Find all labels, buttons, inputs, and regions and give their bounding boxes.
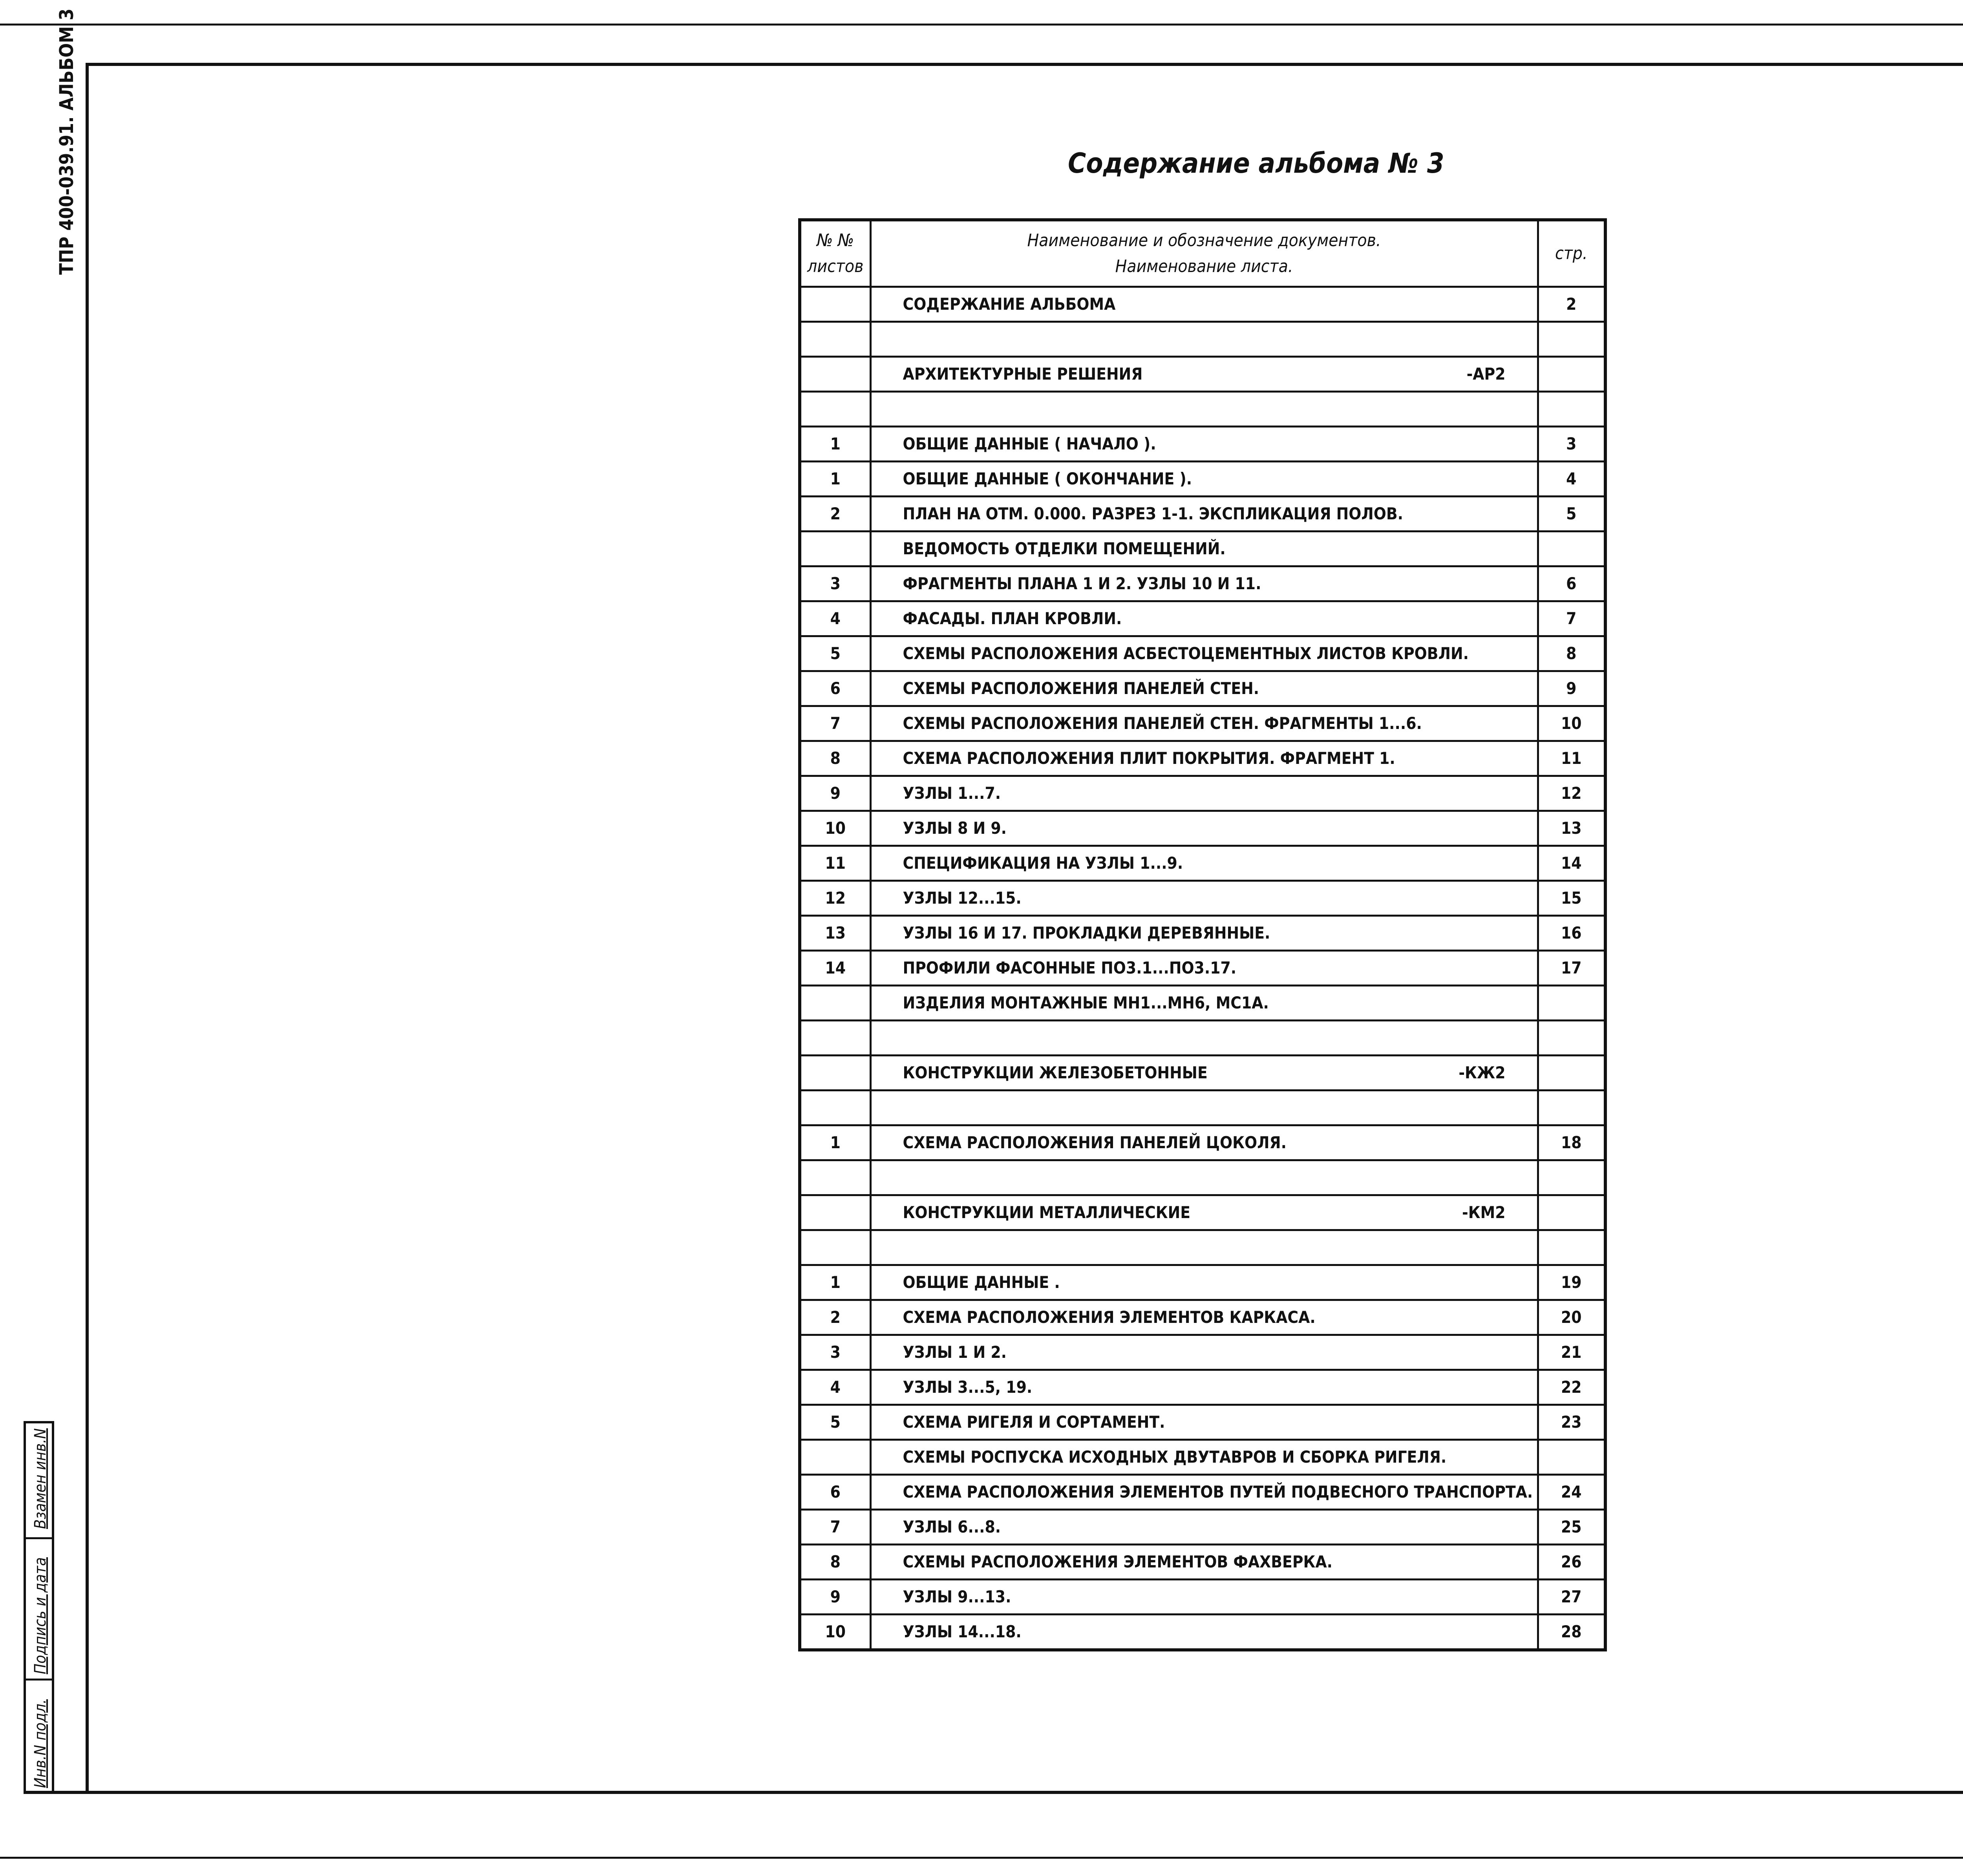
side-label: ТПР 400-039.91. АЛЬБОМ 3	[56, 8, 78, 275]
row-page: 24	[1538, 1474, 1605, 1509]
row-sheet-number: 10	[800, 1614, 870, 1650]
table-row	[800, 985, 1605, 1020]
row-sheet-number: 11	[800, 846, 870, 880]
row-name-text: СХЕМЫ РАСПОЛОЖЕНИЯ ЭЛЕМЕНТОВ ФАХВЕРКА.	[903, 1552, 1333, 1571]
table-row	[800, 1090, 1605, 1125]
table-row	[800, 1614, 1605, 1650]
row-page	[1538, 1439, 1605, 1474]
table-row	[800, 741, 1605, 776]
row-page: 11	[1538, 741, 1605, 776]
row-sheet-number: 10	[800, 811, 870, 846]
table-row	[800, 1579, 1605, 1614]
row-sheet-number: 1	[800, 1265, 870, 1300]
row-section-code: -КМ2	[1462, 1203, 1506, 1222]
row-page: 7	[1538, 601, 1605, 636]
row-sheet-number: 7	[800, 1509, 870, 1544]
row-page	[1538, 1160, 1605, 1195]
table-row	[800, 1335, 1605, 1370]
row-document-name	[870, 461, 1538, 496]
row-sheet-number: 12	[800, 880, 870, 915]
frame-left	[86, 63, 89, 1794]
table-row	[800, 671, 1605, 706]
row-page: 22	[1538, 1370, 1605, 1405]
row-name-text: ОБЩИЕ ДАННЫЕ .	[903, 1273, 1060, 1292]
row-name-text: СХЕМА РАСПОЛОЖЕНИЯ ЭЛЕМЕНТОВ ПУТЕЙ ПОДВЕСНОГО ТРАНСПОРТА.	[903, 1482, 1533, 1502]
row-section-code: -АР2	[1466, 364, 1506, 384]
row-page: 20	[1538, 1300, 1605, 1335]
row-page	[1538, 1090, 1605, 1125]
row-document-name	[870, 985, 1538, 1020]
row-document-name	[870, 391, 1538, 426]
row-sheet-number	[800, 1160, 870, 1195]
table-row	[800, 356, 1605, 391]
row-document-name	[870, 880, 1538, 915]
row-page	[1538, 985, 1605, 1020]
table-row	[800, 531, 1605, 566]
row-document-name	[870, 287, 1538, 321]
row-page: 14	[1538, 846, 1605, 880]
row-sheet-number: 6	[800, 1474, 870, 1509]
row-document-name	[870, 706, 1538, 741]
row-page: 25	[1538, 1509, 1605, 1544]
table-row	[800, 811, 1605, 846]
table-row	[800, 1370, 1605, 1405]
row-sheet-number	[800, 1439, 870, 1474]
row-page: 2	[1538, 287, 1605, 321]
row-name-text: АРХИТЕКТУРНЫЕ РЕШЕНИЯ	[903, 364, 1143, 384]
row-name-text: ПРОФИЛИ ФАСОННЫЕ ПО3.1...ПО3.17.	[903, 958, 1237, 977]
row-sheet-number	[800, 1055, 870, 1090]
table-row	[800, 1055, 1605, 1090]
row-document-name	[870, 1230, 1538, 1265]
row-sheet-number	[800, 391, 870, 426]
row-name-text: СХЕМЫ РОСПУСКА ИСХОДНЫХ ДВУТАВРОВ И СБОРКА РИГЕЛЯ.	[903, 1447, 1447, 1467]
row-document-name	[870, 1544, 1538, 1579]
row-name-text: СХЕМА РАСПОЛОЖЕНИЯ ПАНЕЛЕЙ ЦОКОЛЯ.	[903, 1133, 1287, 1152]
row-document-name	[870, 426, 1538, 461]
table-row	[800, 461, 1605, 496]
row-document-name	[870, 566, 1538, 601]
row-name-text: УЗЛЫ 6...8.	[903, 1517, 1001, 1536]
row-page	[1538, 1020, 1605, 1055]
row-sheet-number	[800, 985, 870, 1020]
row-document-name	[870, 1439, 1538, 1474]
row-name-text: УЗЛЫ 16 И 17. ПРОКЛАДКИ ДЕРЕВЯННЫЕ.	[903, 923, 1270, 943]
row-page: 27	[1538, 1579, 1605, 1614]
table-row	[800, 915, 1605, 950]
row-name-text: КОНСТРУКЦИИ ЖЕЛЕЗОБЕТОННЫЕ	[903, 1063, 1208, 1082]
row-document-name	[870, 601, 1538, 636]
row-document-name	[870, 531, 1538, 566]
row-document-name	[870, 1509, 1538, 1544]
row-sheet-number: 5	[800, 636, 870, 671]
row-sheet-number: 3	[800, 1335, 870, 1370]
row-sheet-number	[800, 356, 870, 391]
row-sheet-number: 1	[800, 426, 870, 461]
row-page: 19	[1538, 1265, 1605, 1300]
row-sheet-number: 2	[800, 496, 870, 531]
table-row	[800, 1439, 1605, 1474]
row-document-name	[870, 1474, 1538, 1509]
row-name-text: УЗЛЫ 12...15.	[903, 888, 1022, 908]
table-row	[800, 880, 1605, 915]
row-sheet-number: 8	[800, 1544, 870, 1579]
table-row	[800, 776, 1605, 811]
row-name-text: СХЕМЫ РАСПОЛОЖЕНИЯ ПАНЕЛЕЙ СТЕН. ФРАГМЕНТЫ 1...6.	[903, 714, 1422, 733]
table-row	[800, 496, 1605, 531]
row-sheet-number: 4	[800, 1370, 870, 1405]
row-document-name	[870, 915, 1538, 950]
row-page	[1538, 1055, 1605, 1090]
table-row	[800, 321, 1605, 356]
header-sheet-number: № № листов	[800, 220, 870, 287]
row-sheet-number: 5	[800, 1405, 870, 1439]
row-document-name	[870, 1614, 1538, 1650]
frame-top-outer	[0, 24, 1963, 26]
header-page: стр.	[1538, 220, 1605, 287]
row-sheet-number: 9	[800, 1579, 870, 1614]
frame-bottom-outer	[0, 1857, 1963, 1859]
row-page: 3	[1538, 426, 1605, 461]
row-sheet-number: 1	[800, 1125, 870, 1160]
row-document-name	[870, 811, 1538, 846]
row-page: 17	[1538, 950, 1605, 985]
row-page: 12	[1538, 776, 1605, 811]
row-name-text: ИЗДЕЛИЯ МОНТАЖНЫЕ МН1...МН6, МС1А.	[903, 993, 1269, 1012]
table-row	[800, 426, 1605, 461]
row-document-name	[870, 321, 1538, 356]
table-row	[800, 1125, 1605, 1160]
row-page: 23	[1538, 1405, 1605, 1439]
table-row	[800, 287, 1605, 321]
row-page	[1538, 321, 1605, 356]
row-name-text: КОНСТРУКЦИИ МЕТАЛЛИЧЕСКИЕ	[903, 1203, 1191, 1222]
stamp-podpis-data: Подпись и дата	[31, 1557, 49, 1674]
row-page	[1538, 356, 1605, 391]
stamp-vzamen-inv: Взамен инв.N	[31, 1428, 49, 1529]
table-row	[800, 1195, 1605, 1230]
row-name-text: СХЕМЫ РАСПОЛОЖЕНИЯ ПАНЕЛЕЙ СТЕН.	[903, 679, 1259, 698]
table-row	[800, 1544, 1605, 1579]
row-sheet-number: 1	[800, 461, 870, 496]
row-page	[1538, 1230, 1605, 1265]
row-document-name	[870, 1370, 1538, 1405]
row-name-text: УЗЛЫ 9...13.	[903, 1587, 1011, 1606]
row-document-name	[870, 356, 1538, 391]
row-name-text: СХЕМА РИГЕЛЯ И СОРТАМЕНТ.	[903, 1412, 1165, 1432]
row-section-code: -КЖ2	[1459, 1063, 1506, 1082]
row-name-text: СХЕМА РАСПОЛОЖЕНИЯ ПЛИТ ПОКРЫТИЯ. ФРАГМЕНТ 1.	[903, 749, 1395, 768]
row-sheet-number: 6	[800, 671, 870, 706]
row-document-name	[870, 1090, 1538, 1125]
row-document-name	[870, 671, 1538, 706]
row-sheet-number: 4	[800, 601, 870, 636]
row-page: 15	[1538, 880, 1605, 915]
row-sheet-number	[800, 1195, 870, 1230]
table-row	[800, 950, 1605, 985]
row-document-name	[870, 1020, 1538, 1055]
row-page: 9	[1538, 671, 1605, 706]
row-document-name	[870, 741, 1538, 776]
row-sheet-number	[800, 287, 870, 321]
table-row	[800, 391, 1605, 426]
row-name-text: СХЕМЫ РАСПОЛОЖЕНИЯ АСБЕСТОЦЕМЕНТНЫХ ЛИСТОВ КРОВЛИ.	[903, 644, 1469, 663]
table-header-row	[800, 220, 1605, 287]
row-document-name	[870, 1160, 1538, 1195]
table-row	[800, 566, 1605, 601]
row-sheet-number: 7	[800, 706, 870, 741]
contents-table	[798, 218, 1607, 1651]
row-document-name	[870, 1579, 1538, 1614]
table-row	[800, 706, 1605, 741]
row-sheet-number: 2	[800, 1300, 870, 1335]
row-name-text: УЗЛЫ 3...5, 19.	[903, 1377, 1033, 1397]
frame-top	[86, 63, 1963, 66]
table-row	[800, 1509, 1605, 1544]
row-page	[1538, 1195, 1605, 1230]
row-page: 28	[1538, 1614, 1605, 1650]
row-document-name	[870, 950, 1538, 985]
stamp-inv-podl: Инв.N подл.	[31, 1699, 49, 1788]
table-row	[800, 846, 1605, 880]
frame-bottom	[24, 1791, 1963, 1794]
table-row	[800, 1230, 1605, 1265]
row-name-text: ПЛАН НА ОТМ. 0.000. РАЗРЕЗ 1-1. ЭКСПЛИКАЦИЯ ПОЛОВ.	[903, 504, 1403, 523]
row-name-text: СОДЕРЖАНИЕ АЛЬБОМА	[903, 294, 1116, 314]
header-document-name: Наименование и обозначение документов. Наименование листа.	[870, 220, 1538, 287]
row-sheet-number: 13	[800, 915, 870, 950]
row-document-name	[870, 496, 1538, 531]
row-page: 5	[1538, 496, 1605, 531]
row-name-text: ВЕДОМОСТЬ ОТДЕЛКИ ПОМЕЩЕНИЙ.	[903, 539, 1226, 558]
table-row	[800, 636, 1605, 671]
row-sheet-number	[800, 321, 870, 356]
row-page: 8	[1538, 636, 1605, 671]
table-row	[800, 1405, 1605, 1439]
table-row	[800, 1020, 1605, 1055]
row-sheet-number: 3	[800, 566, 870, 601]
row-sheet-number	[800, 531, 870, 566]
row-sheet-number: 8	[800, 741, 870, 776]
row-document-name	[870, 776, 1538, 811]
row-name-text: УЗЛЫ 1...7.	[903, 784, 1001, 803]
row-document-name	[870, 1195, 1538, 1230]
row-page	[1538, 531, 1605, 566]
row-sheet-number: 14	[800, 950, 870, 985]
table-row	[800, 1160, 1605, 1195]
row-name-text: ФАСАДЫ. ПЛАН КРОВЛИ.	[903, 609, 1122, 628]
row-name-text: ОБЩИЕ ДАННЫЕ ( НАЧАЛО ).	[903, 434, 1156, 453]
row-page: 18	[1538, 1125, 1605, 1160]
row-page: 26	[1538, 1544, 1605, 1579]
row-page: 4	[1538, 461, 1605, 496]
row-document-name	[870, 1405, 1538, 1439]
row-sheet-number	[800, 1090, 870, 1125]
row-sheet-number: 9	[800, 776, 870, 811]
table-row	[800, 601, 1605, 636]
row-name-text: ФРАГМЕНТЫ ПЛАНА 1 И 2. УЗЛЫ 10 И 11.	[903, 574, 1261, 593]
row-sheet-number	[800, 1020, 870, 1055]
row-document-name	[870, 1125, 1538, 1160]
row-document-name	[870, 636, 1538, 671]
table-row	[800, 1474, 1605, 1509]
row-page: 21	[1538, 1335, 1605, 1370]
row-name-text: УЗЛЫ 1 И 2.	[903, 1343, 1007, 1362]
row-name-text: ОБЩИЕ ДАННЫЕ ( ОКОНЧАНИЕ ).	[903, 469, 1192, 488]
row-name-text: СПЕЦИФИКАЦИЯ НА УЗЛЫ 1...9.	[903, 853, 1183, 873]
table-row	[800, 1300, 1605, 1335]
row-page: 10	[1538, 706, 1605, 741]
row-name-text: УЗЛЫ 8 И 9.	[903, 818, 1007, 838]
row-name-text: УЗЛЫ 14...18.	[903, 1622, 1022, 1641]
row-document-name	[870, 1055, 1538, 1090]
row-page: 6	[1538, 566, 1605, 601]
row-document-name	[870, 1265, 1538, 1300]
page-title: Содержание альбома № 3	[1068, 147, 1444, 179]
row-name-text: СХЕМА РАСПОЛОЖЕНИЯ ЭЛЕМЕНТОВ КАРКАСА.	[903, 1308, 1316, 1327]
row-document-name	[870, 846, 1538, 880]
row-page	[1538, 391, 1605, 426]
table-row	[800, 1265, 1605, 1300]
row-page: 16	[1538, 915, 1605, 950]
contents-body	[800, 287, 1605, 1650]
row-document-name	[870, 1335, 1538, 1370]
row-sheet-number	[800, 1230, 870, 1265]
row-page: 13	[1538, 811, 1605, 846]
row-document-name	[870, 1300, 1538, 1335]
